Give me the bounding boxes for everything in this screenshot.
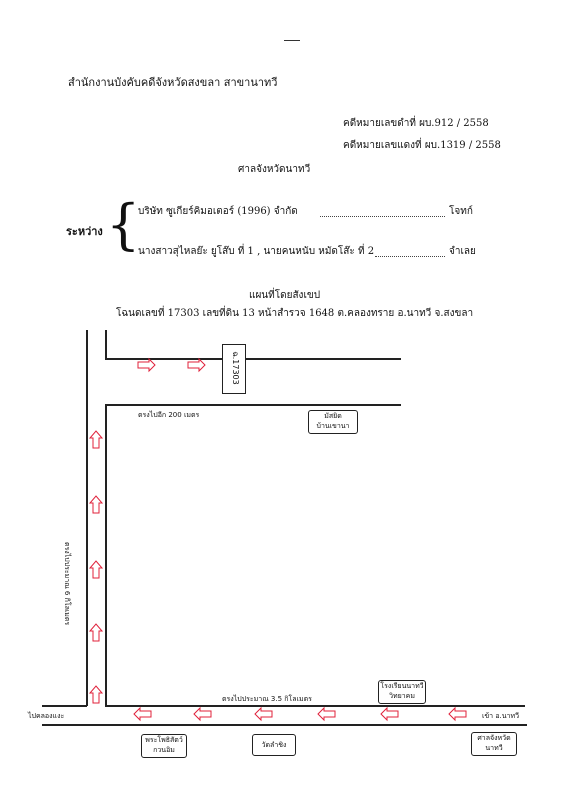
case-black-number: คดีหมายเลขดำที่ ผบ.912 / 2558 xyxy=(343,118,489,129)
arrow-up-icon xyxy=(90,624,102,641)
case-red-number: คดีหมายเลขแดงที่ ผบ.1319 / 2558 xyxy=(343,140,501,151)
court-name: ศาลจังหวัดนาทวี xyxy=(238,164,311,175)
school-line-1: โรงเรียนนาทวี xyxy=(380,682,424,690)
arrow-up-icon xyxy=(90,431,102,448)
arrow-left-icon xyxy=(134,708,151,720)
defendant-role: จำเลย xyxy=(449,246,476,257)
arrow-left-icon xyxy=(255,708,272,720)
left-end-label: ไปคลองแงะ xyxy=(28,712,65,720)
label-6km: ตรงไปประมาณ 6 กิโลเมตร xyxy=(63,542,71,626)
arrow-left-icon xyxy=(318,708,335,720)
arrow-left-icon xyxy=(449,708,466,720)
school-line-2: วิทยาคม xyxy=(389,692,415,700)
arrow-right-icon xyxy=(138,359,155,371)
deed-info: โฉนดเลขที่ 17303 เลขที่ดิน 13 หน้าสำรวจ 1648 ต.คลองทราย อ.นาทวี จ.สงขลา xyxy=(116,308,474,319)
brace-icon: { xyxy=(106,193,141,256)
plaintiff-name: บริษัท ซูเกียร์คิมอเตอร์ (1996) จำกัด xyxy=(138,206,298,217)
label-35km: ตรงไปประมาณ 3.5 กิโลเมตร xyxy=(222,695,312,703)
arrow-up-icon xyxy=(90,561,102,578)
guanyin-line-2: กวนอิม xyxy=(153,746,175,754)
temple-line-1: วัดลำชิง xyxy=(261,741,287,749)
map-title: แผนที่โดยสังเขป xyxy=(249,290,321,301)
label-200m: ตรงไปอีก 200 เมตร xyxy=(138,411,200,419)
arrow-up-icon xyxy=(90,496,102,513)
parcel-label: ฉ.17303 xyxy=(231,351,240,385)
arrow-right-icon xyxy=(188,359,205,371)
mosque-line-2: บ้านเขานา xyxy=(316,422,350,430)
defendant-name: นางสาวสุไหลย๊ะ ยูโส๊บ ที่ 1 , นายคนหนับ หมัดโส๊ะ ที่ 2 xyxy=(138,246,375,257)
plaintiff-role: โจทก์ xyxy=(449,206,473,217)
court-line-2: นาทวี xyxy=(485,744,503,752)
arrow-left-icon xyxy=(381,708,398,720)
court-line-1: ศาลจังหวัด xyxy=(477,734,511,742)
right-end-label: เข้า อ.นาทวี xyxy=(482,712,520,720)
office-name: สำนักงานบังคับคดีจังหวัดสงขลา สาขานาทวี xyxy=(68,76,278,89)
arrow-up-icon xyxy=(90,686,102,703)
between-label: ระหว่าง xyxy=(66,225,103,238)
arrow-left-icon xyxy=(194,708,211,720)
guanyin-line-1: พระโพธิสัตว์ xyxy=(145,736,183,744)
mosque-line-1: มัสยิด xyxy=(324,412,342,420)
